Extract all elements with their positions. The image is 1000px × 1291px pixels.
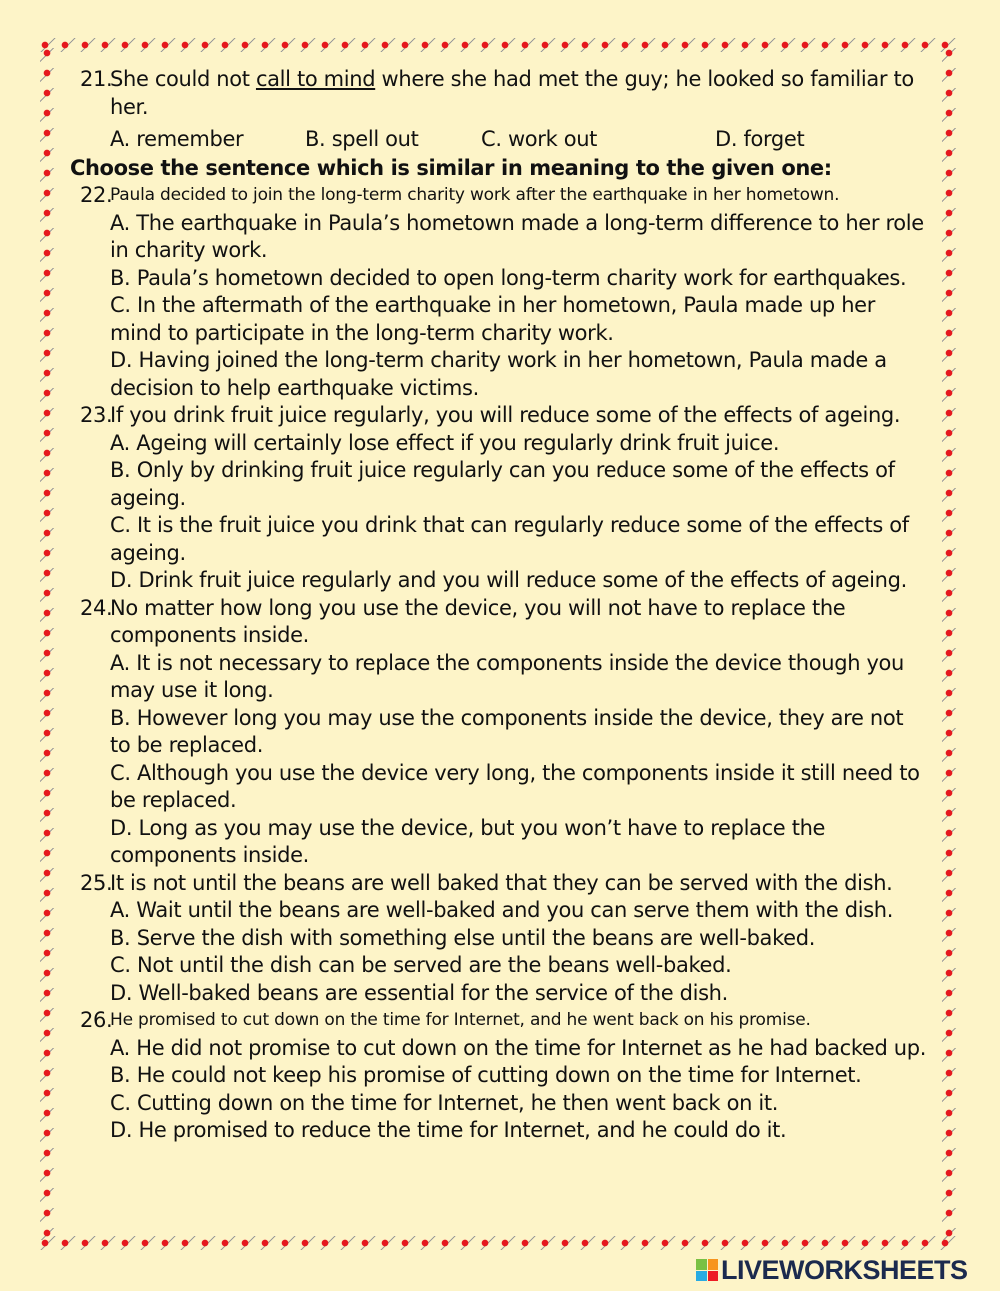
question-number: 24.	[80, 595, 113, 620]
worksheet-content	[70, 66, 928, 1145]
question-number: 25.	[80, 870, 113, 895]
question-text	[110, 66, 928, 121]
option-b[interactable]: B. spell out	[305, 127, 419, 151]
logo-square	[708, 1271, 719, 1282]
question-text: Paula decided to join the long-term charity work after the earthquake in her hometown.	[110, 185, 840, 205]
option-c[interactable]: C. Cutting down on the time for Internet, he then went back on it.	[110, 1090, 779, 1115]
logo-square	[708, 1259, 719, 1270]
section-heading: Choose the sentence which is similar in meaning to the given one:	[70, 155, 832, 180]
question-21-options	[70, 126, 928, 154]
option-a[interactable]: A. Wait until the beans are well-baked and you can serve them with the dish.	[110, 898, 894, 922]
question-23	[70, 402, 928, 595]
similar-meaning-questions	[70, 182, 928, 1145]
option-c[interactable]: C. Although you use the device very long, the components inside it still need to be replaced.	[110, 760, 920, 812]
question-number: 26.	[80, 1008, 113, 1032]
question-26	[70, 1007, 928, 1145]
decorative-border-left	[40, 48, 54, 1240]
question-number: 23.	[80, 403, 113, 427]
question-22	[70, 182, 928, 402]
option-a[interactable]: A. He did not promise to cut down on the time for Internet as he had backed up.	[110, 1035, 927, 1060]
option-d[interactable]: D. Long as you may use the device, but you won’t have to replace the components inside.	[110, 815, 826, 867]
option-a[interactable]: A. remember	[110, 127, 244, 151]
underlined-phrase: call to mind	[255, 67, 376, 91]
liveworksheets-logo	[696, 1254, 968, 1286]
option-c[interactable]: C. In the aftermath of the earthquake in her hometown, Paula made up her mind to participate in the long-term charity work.	[110, 293, 876, 345]
question-number: 22.	[80, 183, 113, 207]
question-24	[70, 595, 928, 870]
option-a[interactable]: A. It is not necessary to replace the components inside the device though you may use it long.	[110, 650, 905, 702]
decorative-border-right	[942, 48, 956, 1240]
question-text: No matter how long you use the device, you will not have to replace the components inside.	[110, 595, 846, 647]
logo-icon	[696, 1259, 718, 1281]
option-c[interactable]: C. It is the fruit juice you drink that can regularly reduce some of the effects of ageing.	[110, 513, 909, 565]
option-d[interactable]: D. He promised to reduce the time for Internet, and he could do it.	[110, 1118, 787, 1142]
logo-text: LIVEWORKSHEETS	[721, 1254, 968, 1285]
decorative-border-top	[40, 38, 960, 52]
decorative-border-bottom	[40, 1236, 960, 1250]
option-b[interactable]: B. However long you may use the components inside the device, they are not to be replaced.	[110, 705, 904, 757]
question-text: It is not until the beans are well baked that they can be served with the dish.	[110, 870, 893, 895]
question-25	[70, 870, 928, 1008]
question-number: 21.	[80, 67, 113, 91]
question-text: He promised to cut down on the time for Internet, and he went back on his promise.	[110, 1010, 811, 1030]
option-b[interactable]: B. Only by drinking fruit juice regularly can you reduce some of the effects of ageing.	[110, 458, 895, 510]
option-d[interactable]: D. Well-baked beans are essential for the service of the dish.	[110, 980, 728, 1005]
question-text-part: She could not	[110, 67, 256, 91]
option-c[interactable]: C. work out	[481, 127, 598, 151]
option-d[interactable]: D. Having joined the long-term charity work in her hometown, Paula made a decision to help earthquake victims.	[110, 348, 887, 400]
option-b[interactable]: B. Serve the dish with something else until the beans are well-baked.	[110, 925, 816, 950]
logo-square	[696, 1271, 707, 1282]
option-b[interactable]: B. Paula’s hometown decided to open long-term charity work for earthquakes.	[110, 265, 907, 290]
option-d[interactable]: D. forget	[715, 127, 805, 151]
option-c[interactable]: C. Not until the dish can be served are the beans well-baked.	[110, 953, 732, 977]
option-a[interactable]: A. The earthquake in Paula’s hometown made a long-term difference to her role in charity work.	[110, 210, 924, 262]
question-21	[70, 66, 928, 121]
logo-square	[696, 1259, 707, 1270]
option-b[interactable]: B. He could not keep his promise of cutting down on the time for Internet.	[110, 1063, 862, 1087]
option-d[interactable]: D. Drink fruit juice regularly and you will reduce some of the effects of ageing.	[110, 568, 907, 592]
option-a[interactable]: A. Ageing will certainly lose effect if you regularly drink fruit juice.	[110, 430, 780, 455]
question-text: If you drink fruit juice regularly, you will reduce some of the effects of ageing.	[110, 403, 901, 427]
question-text-part: where she had met the guy; he looked so familiar to her.	[110, 67, 914, 119]
